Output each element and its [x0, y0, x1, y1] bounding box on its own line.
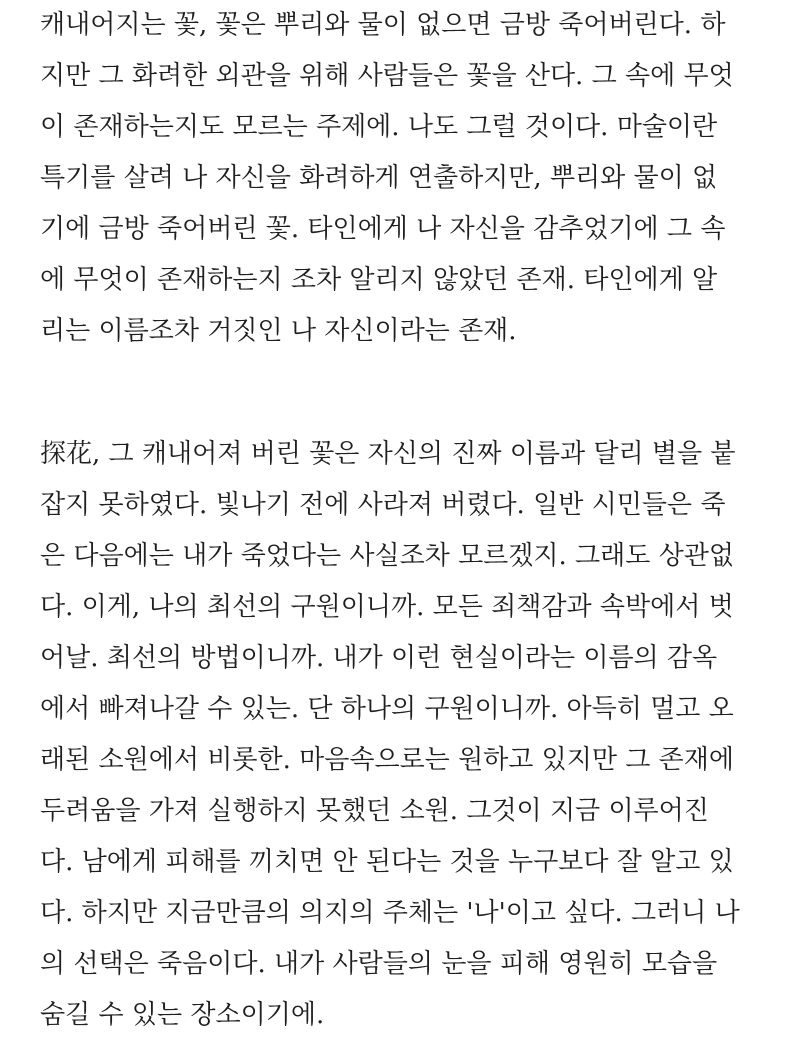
text-line: 에 무엇이 존재하는지 조차 알리지 않았던 존재. 타인에게 알 — [40, 265, 718, 295]
text-line: 리는 이름조차 거짓인 나 자신이라는 존재. — [40, 316, 517, 346]
paragraph-gap — [40, 357, 770, 429]
text-line: 다. 남에게 피해를 끼치면 안 된다는 것을 누구보다 잘 알고 있 — [40, 847, 734, 877]
text-line: 래된 소원에서 비롯한. 마음속으로는 원하고 있지만 그 존재에 — [40, 745, 735, 775]
text-line: 어날. 최선의 방법이니까. 내가 이런 현실이라는 이름의 감옥 — [40, 643, 718, 673]
paragraph-1 — [40, 0, 770, 357]
text-line: 다. 이게, 나의 최선의 구원이니까. 모든 죄책감과 속박에서 벗 — [40, 592, 734, 622]
text-line: 숨길 수 있는 장소이기에. — [40, 1000, 325, 1030]
text-line: 특기를 살려 나 자신을 화려하게 연출하지만, 뿌리와 물이 없 — [40, 163, 718, 193]
text-line: 두려움을 가져 실행하지 못했던 소원. 그것이 지금 이루어진 — [40, 796, 709, 826]
text-line: 探花, 그 캐내어져 버린 꽃은 자신의 진짜 이름과 달리 별을 붙 — [40, 439, 736, 469]
text-line: 잡지 못하였다. 빛나기 전에 사라져 버렸다. 일반 시민들은 죽 — [40, 490, 726, 520]
document-page — [40, 0, 770, 1041]
text-line: 기에 금방 죽어버린 꽃. 타인에게 나 자신을 감추었기에 그 속 — [40, 214, 726, 244]
text-line: 다. 하지만 지금만큼의 의지의 주체는 '나'이고 싶다. 그러니 나 — [40, 898, 740, 928]
text-line: 에서 빠져나갈 수 있는. 단 하나의 구원이니까. 아득히 멀고 오 — [40, 694, 734, 724]
paragraph-2 — [40, 429, 770, 1041]
text-line: 의 선택은 죽음이다. 내가 사람들의 눈을 피해 영원히 모습을 — [40, 949, 718, 979]
text-line: 지만 그 화려한 외관을 위해 사람들은 꽃을 산다. 그 속에 무엇 — [40, 61, 734, 91]
text-line: 캐내어지는 꽃, 꽃은 뿌리와 물이 없으면 금방 죽어버린다. 하 — [40, 10, 726, 40]
text-line: 이 존재하는지도 모르는 주제에. 나도 그럴 것이다. 마술이란 — [40, 112, 718, 142]
text-line: 은 다음에는 내가 죽었다는 사실조차 모르겠지. 그래도 상관없 — [40, 541, 735, 571]
